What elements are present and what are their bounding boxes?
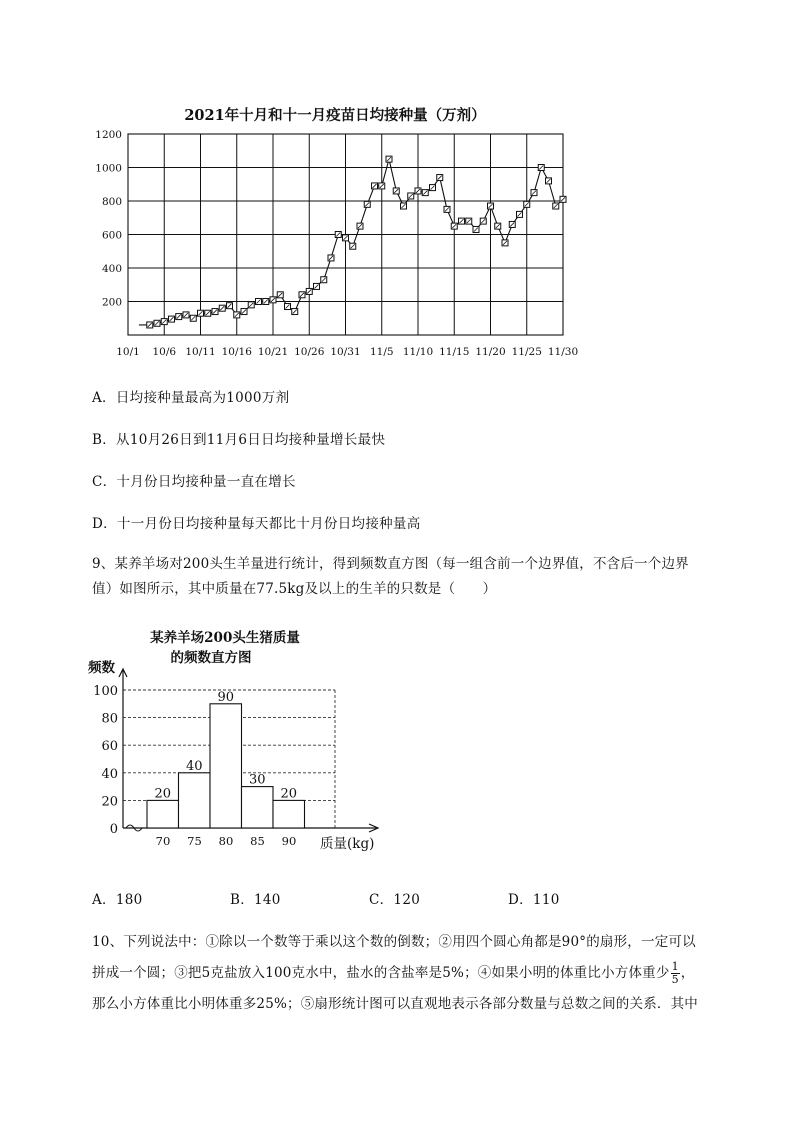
chart1-x-tick-label: 11/10 xyxy=(402,346,434,358)
vaccination-line-chart xyxy=(90,100,610,365)
chart2-bar-label: 40 xyxy=(185,758,203,774)
question-10-line1: 10、下列说法中：①除以一个数等于乘以这个数的倒数；②用四个圆心角都是90°的扇形，一定可以 xyxy=(92,934,696,950)
chart1-x-tick-label: 11/5 xyxy=(369,346,394,358)
chart1-y-tick-label: 1000 xyxy=(95,162,122,175)
question-10-line3: 那么小方体重比小明体重多25%；⑤扇形统计图可以直观地表示各部分数量与总数之间的关系．其中 xyxy=(92,996,699,1012)
question-9-line2: 值）如图所示，其中质量在77.5kg及以上的生羊的只数是（ ） xyxy=(92,581,497,597)
chart2-x-tick-label: 85 xyxy=(250,834,265,848)
chart2-y-tick-label: 40 xyxy=(101,766,118,782)
chart2-bar xyxy=(210,704,242,828)
fraction-denominator: 5 xyxy=(671,973,679,986)
option-9c: C．120 xyxy=(369,892,421,908)
chart1-x-ticks xyxy=(116,346,578,358)
option-8a: A．日均接种量最高为1000万剂 xyxy=(92,390,290,406)
chart2-bar xyxy=(179,773,211,828)
chart2-bar-label: 20 xyxy=(280,786,298,802)
question-10-line2-end: ， xyxy=(680,965,695,981)
option-8c: C．十月份日均接种量一直在增长 xyxy=(92,474,296,490)
chart1-x-tick-label: 11/25 xyxy=(511,346,542,358)
chart2-x-tick-label: 80 xyxy=(218,834,234,848)
chart2-y-tick-label: 80 xyxy=(101,711,118,727)
chart2-y-tick-label: 100 xyxy=(93,684,118,699)
chart1-y-ticks xyxy=(95,129,122,309)
chart1-x-tick-label: 10/1 xyxy=(116,346,140,358)
chart2-title-line2: 的频数直方图 xyxy=(170,650,252,666)
chart2-bar xyxy=(273,800,305,828)
question-9-text xyxy=(92,552,752,602)
chart2-y-tick-label: 0 xyxy=(109,822,118,837)
chart1-x-tick-label: 10/26 xyxy=(294,346,325,358)
question-10-line2-text: 拼成一个圆；③把5克盐放入100克水中，盐水的含盐率是5%；④如果小明的体重比小方体重少 xyxy=(92,965,670,981)
chart2-bar-label: 90 xyxy=(217,689,235,705)
chart2-x-ticks xyxy=(156,834,297,848)
chart1-x-tick-label: 10/11 xyxy=(185,346,216,358)
chart1-x-tick-label: 11/15 xyxy=(439,346,470,358)
chart2-y-ticks xyxy=(93,684,118,837)
fraction-numerator: 1 xyxy=(671,960,679,973)
sheep-weight-histogram xyxy=(85,625,405,860)
option-9a: A．180 xyxy=(92,892,143,908)
question-10-line2 xyxy=(92,958,752,989)
chart2-x-label: 质量(kg) xyxy=(320,836,375,852)
chart1-x-tick-label: 10/16 xyxy=(221,346,252,358)
chart1-x-tick-label: 11/20 xyxy=(475,346,506,358)
chart2-y-tick-label: 20 xyxy=(101,794,118,810)
option-9b: B．140 xyxy=(230,892,281,908)
chart1-x-tick-label: 11/30 xyxy=(547,346,579,358)
chart2-x-tick-label: 75 xyxy=(187,834,202,848)
chart1-y-tick-label: 1200 xyxy=(95,129,122,141)
question-10-text xyxy=(92,927,752,1020)
chart2-bar-label: 20 xyxy=(154,786,172,802)
chart2-x-tick-label: 70 xyxy=(155,834,171,848)
question-9-line1: 9、某养羊场对200头生羊量进行统计，得到频数直方图（每一组含前一个边界值，不含后一个边界 xyxy=(92,556,689,572)
chart2-bar xyxy=(242,787,274,828)
chart1-series-line xyxy=(139,159,563,325)
option-8d: D．十一月份日均接种量每天都比十月份日均接种量高 xyxy=(92,516,421,532)
chart2-y-tick-label: 60 xyxy=(101,739,118,755)
chart2-bar-label: 30 xyxy=(248,772,266,788)
chart2-bar xyxy=(147,800,179,828)
option-8b: B．从10月26日到11月6日日均接种量增长最快 xyxy=(92,432,386,448)
option-9d: D．110 xyxy=(508,892,560,908)
chart1-y-tick-label: 400 xyxy=(101,263,122,275)
chart1-x-tick-label: 10/31 xyxy=(330,346,361,358)
chart1-x-tick-label: 10/6 xyxy=(152,346,177,358)
chart1-points xyxy=(147,156,566,328)
chart1-y-tick-label: 600 xyxy=(101,229,122,242)
chart1-y-tick-label: 800 xyxy=(101,196,122,208)
chart2-x-tick-label: 90 xyxy=(281,834,297,848)
chart1-y-tick-label: 200 xyxy=(101,296,122,309)
chart2-bars xyxy=(147,690,305,828)
chart1-x-tick-label: 10/21 xyxy=(257,346,289,358)
chart1-title: 2021年十月和十一月疫苗日均接种量（万剂） xyxy=(184,107,486,124)
chart2-title-line1: 某养羊场200头生猪质量 xyxy=(150,630,300,646)
chart2-y-label: 频数 xyxy=(88,660,115,676)
fraction-one-fifth xyxy=(671,961,680,986)
